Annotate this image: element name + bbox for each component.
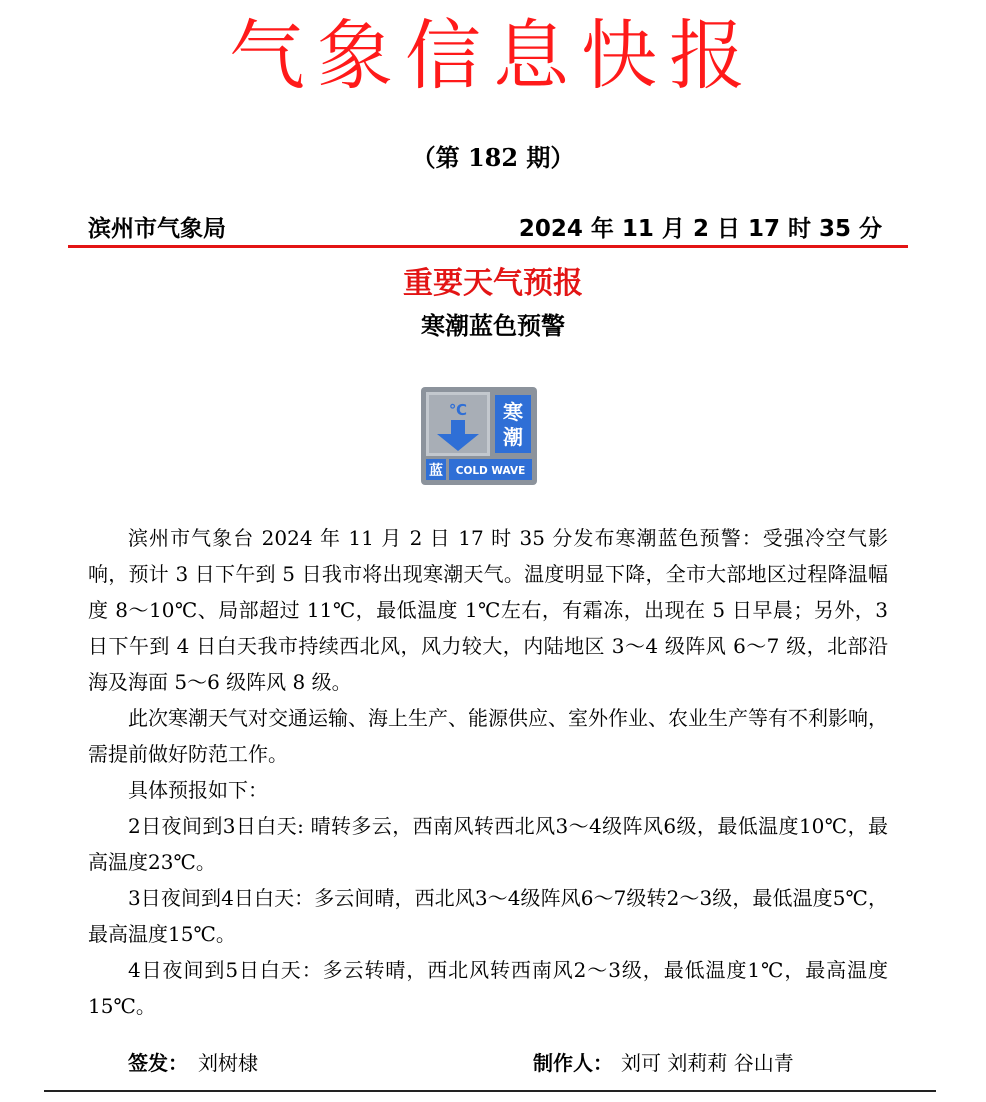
icon-english-label: COLD WAVE [455,465,526,477]
cold-wave-blue-warning-icon [421,387,537,485]
signer-name: 刘树棣 [198,1051,258,1075]
issuer-name: 滨州市气象局 [88,216,226,242]
body-paragraph-day2: 3日夜间到4日白天：多云间晴，西北风3～4级阵风6～7级转2～3级，最低温度5℃，最高温度15℃。 [88,886,888,946]
icon-level-label: 蓝 [429,463,443,479]
issue-datetime: 2024 年 11 月 2 日 17 时 35 分 [518,216,882,242]
body-paragraph-warning: 滨州市气象台 2024 年 11 月 2 日 17 时 35 分发布寒潮蓝色预警：受强冷空气影响，预计 3 日下午到 5 日我市将出现寒潮天气。温度明显下降，全市大部地区过程降温幅度 8～10℃、局部超过 11℃，最低温度 1℃左右，有霜冻，出现在 5 日早晨；另外，3 日下午到 4 日白天我市持续西北风，风力较大，内陆地区 3～4 级阵风 6～7 级，北部沿海及海面 5～6 级阵风 8 级。 [88,526,888,694]
masthead-title: 气象信息快报 [229,11,757,100]
body-paragraph-intro: 具体预报如下： [128,778,268,802]
body-paragraph-day1: 2日夜间到3日白天: 晴转多云，西南风转西北风3～4级阵风6级，最低温度10℃，最高温度23℃。 [88,814,888,874]
maker-label: 制作人： [533,1051,613,1075]
body-paragraph-day3: 4日夜间到5日白天：多云转晴，西北风转西南风2～3级，最低温度1℃，最高温度15℃。 [88,958,888,1018]
icon-label-tide: 潮 [503,425,523,449]
forecast-headline: 重要天气预报 [403,266,583,301]
warning-title: 寒潮蓝色预警 [421,312,565,340]
signer-label: 签发： [128,1051,188,1075]
footer-divider [44,1090,936,1092]
forecast-body [88,520,888,1024]
maker-names: 刘可 刘莉莉 谷山青 [621,1051,794,1075]
icon-unit-label: ℃ [448,401,468,419]
issue-number: （第 182 期） [411,143,575,172]
header-divider [68,245,908,248]
body-paragraph-impact: 此次寒潮天气对交通运输、海上生产、能源供应、室外作业、农业生产等有不利影响，需提前做好防范工作。 [88,706,888,766]
icon-label-cold: 寒 [503,400,523,424]
